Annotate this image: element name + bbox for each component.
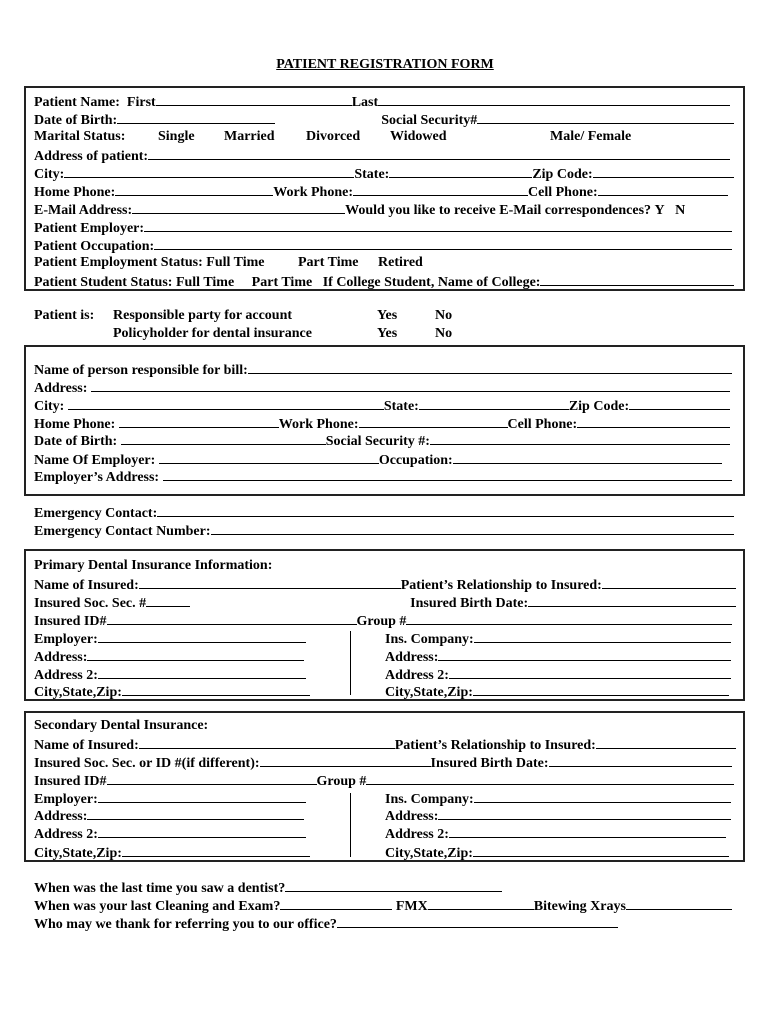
work-phone-field[interactable] [353, 182, 528, 196]
fmx-label: FMX [395, 899, 428, 914]
secondary-company-address-label: Address: [385, 809, 439, 824]
secondary-company-address2-row [385, 824, 726, 842]
responsible-dob-label: Date of Birth: [34, 434, 118, 449]
secondary-employer-label: Employer: [34, 792, 98, 807]
responsible-ssn-label: Social Security #: [325, 434, 430, 449]
dob-ssn-row [34, 110, 734, 128]
responsible-home-phone-field[interactable] [119, 414, 279, 428]
secondary-insured-row [34, 735, 736, 753]
patient-occupation-label: Patient Occupation: [34, 239, 155, 254]
primary-insurance-heading: Primary Dental Insurance Information: [34, 558, 273, 573]
patient-occupation-field[interactable] [154, 236, 732, 250]
patient-phone-row [34, 182, 728, 200]
responsible-party-question: Responsible party for account [113, 308, 293, 323]
secondary-address2-label: Address 2: [34, 827, 98, 842]
marital-option-widowed[interactable]: Widowed [390, 129, 447, 144]
secondary-soc-field[interactable] [260, 753, 431, 767]
email-field[interactable] [132, 200, 345, 214]
patient-employer-label: Patient Employer: [34, 221, 145, 236]
home-phone-field[interactable] [115, 182, 273, 196]
secondary-insured-label: Name of Insured: [34, 738, 139, 753]
primary-soc-label: Insured Soc. Sec. # [34, 596, 147, 611]
responsible-employer-address-row [34, 467, 732, 485]
last-dentist-label: When was the last time you saw a dentist? [34, 881, 286, 896]
college-name-field[interactable] [540, 272, 734, 286]
responsible-phone-row [34, 414, 730, 432]
secondary-company-address2-label: Address 2: [385, 827, 449, 842]
primary-csz-row [34, 682, 310, 700]
primary-company-label: Ins. Company: [385, 632, 474, 647]
responsible-name-label: Name of person responsible for bill: [34, 363, 248, 378]
policyholder-question: Policyholder for dental insurance [113, 326, 312, 341]
secondary-column-divider [350, 793, 351, 857]
primary-soc-row [34, 593, 736, 611]
email-question: Would you like to receive E-Mail correspondences? [345, 203, 652, 218]
primary-id-field[interactable] [107, 611, 357, 625]
primary-company-address2-label: Address 2: [385, 668, 449, 683]
secondary-relationship-label: Patient’s Relationship to Insured: [394, 738, 596, 753]
state-field[interactable] [389, 164, 532, 178]
patient-employer-row [34, 218, 732, 236]
patient-address-row [34, 146, 730, 164]
email-no-option[interactable]: N [675, 203, 686, 218]
cell-phone-label: Cell Phone: [528, 185, 598, 200]
responsible-dob-row [34, 431, 730, 449]
patient-occupation-row [34, 236, 732, 254]
primary-company-address-label: Address: [385, 650, 439, 665]
patient-address-field[interactable] [148, 146, 730, 160]
fmx-field[interactable] [428, 896, 534, 910]
primary-group-field[interactable] [406, 611, 732, 625]
employment-part-time-option[interactable]: Part Time [298, 255, 359, 270]
last-cleaning-row [34, 896, 732, 914]
policyholder-no[interactable]: No [435, 326, 453, 341]
responsible-zip-field[interactable] [629, 396, 730, 410]
first-name-label: Patient Name: First [34, 95, 156, 110]
marital-option-single[interactable]: Single [158, 129, 195, 144]
student-status-row [34, 272, 734, 290]
primary-relationship-label: Patient’s Relationship to Insured: [400, 578, 602, 593]
responsible-city-label: City: [34, 399, 65, 414]
secondary-address-field[interactable] [87, 806, 304, 820]
primary-company-csz-row [385, 682, 729, 700]
first-name-field[interactable] [156, 92, 352, 106]
primary-birth-label: Insured Birth Date: [410, 596, 529, 611]
secondary-company-address2-field[interactable] [449, 824, 726, 838]
primary-employer-label: Employer: [34, 632, 98, 647]
primary-employer-field[interactable] [98, 629, 306, 643]
marital-option-married[interactable]: Married [224, 129, 275, 144]
secondary-address2-field[interactable] [98, 824, 306, 838]
patient-employer-field[interactable] [144, 218, 732, 232]
emergency-number-label: Emergency Contact Number: [34, 524, 211, 539]
secondary-id-label: Insured ID# [34, 774, 107, 789]
responsible-city-row [34, 396, 730, 414]
primary-insured-field[interactable] [139, 575, 401, 589]
responsible-dob-field[interactable] [121, 431, 326, 445]
patient-email-row [34, 200, 734, 218]
bitewing-field[interactable] [626, 896, 732, 910]
email-label: E-Mail Address: [34, 203, 133, 218]
employment-status-label[interactable]: Patient Employment Status: Full Time [34, 255, 265, 270]
secondary-address2-row [34, 824, 306, 842]
responsible-name-row [34, 360, 732, 378]
secondary-company-csz-row [385, 843, 729, 861]
responsible-ssn-field[interactable] [430, 431, 730, 445]
responsible-cell-phone-field[interactable] [577, 414, 730, 428]
patient-is-label: Patient is: [34, 308, 95, 323]
primary-address-field[interactable] [87, 647, 304, 661]
primary-company-address-row [385, 647, 731, 665]
last-cleaning-field[interactable] [280, 896, 392, 910]
dob-label: Date of Birth: [34, 113, 118, 128]
employment-retired-option[interactable]: Retired [378, 255, 423, 270]
last-name-field[interactable] [378, 92, 730, 106]
last-name-label: Last [351, 95, 379, 110]
primary-company-address-field[interactable] [438, 647, 731, 661]
responsible-employer-address-field[interactable] [163, 467, 732, 481]
responsible-employer-row [34, 450, 722, 468]
emergency-number-field[interactable] [211, 521, 734, 535]
primary-company-address2-row [385, 665, 731, 683]
responsible-party-no[interactable]: No [435, 308, 453, 323]
secondary-address-row [34, 806, 304, 824]
secondary-group-label: Group # [316, 774, 367, 789]
emergency-contact-row [34, 503, 734, 521]
responsible-occupation-field[interactable] [453, 450, 722, 464]
secondary-relationship-field[interactable] [596, 735, 736, 749]
responsible-work-phone-label: Work Phone: [278, 417, 359, 432]
responsible-occupation-label: Occupation: [378, 453, 453, 468]
secondary-company-address-field[interactable] [438, 806, 731, 820]
responsible-address-label: Address: [34, 381, 88, 396]
responsible-name-field[interactable] [248, 360, 732, 374]
secondary-address-label: Address: [34, 809, 88, 824]
primary-insured-row [34, 575, 736, 593]
secondary-birth-field[interactable] [549, 753, 732, 767]
primary-relationship-field[interactable] [602, 575, 736, 589]
last-dentist-row [34, 878, 502, 896]
student-status-label[interactable]: Patient Student Status: Full Time [34, 275, 235, 290]
responsible-address-row [34, 378, 730, 396]
responsible-home-phone-label: Home Phone: [34, 417, 116, 432]
responsible-state-field[interactable] [419, 396, 569, 410]
primary-id-row [34, 611, 732, 629]
primary-address-row [34, 647, 304, 665]
responsible-employer-label: Name Of Employer: [34, 453, 156, 468]
student-part-time-option[interactable]: Part Time [251, 275, 313, 290]
ssn-field[interactable] [477, 110, 734, 124]
primary-group-label: Group # [356, 614, 407, 629]
last-dentist-field[interactable] [285, 878, 502, 892]
secondary-insured-field[interactable] [139, 735, 395, 749]
secondary-company-csz-field[interactable] [473, 843, 729, 857]
primary-address-label: Address: [34, 650, 88, 665]
secondary-soc-row [34, 753, 732, 771]
secondary-csz-field[interactable] [122, 843, 310, 857]
responsible-city-field[interactable] [68, 396, 384, 410]
referral-field[interactable] [337, 914, 618, 928]
secondary-company-row [385, 789, 731, 807]
home-phone-label: Home Phone: [34, 185, 116, 200]
primary-id-label: Insured ID# [34, 614, 107, 629]
primary-address2-row [34, 665, 306, 683]
primary-company-csz-label: City,State,Zip: [385, 685, 473, 700]
primary-column-divider [350, 631, 351, 695]
responsible-state-label: State: [383, 399, 419, 414]
secondary-employer-row [34, 789, 306, 807]
city-label: City: [34, 167, 65, 182]
secondary-csz-label: City,State,Zip: [34, 846, 122, 861]
dob-field[interactable] [117, 110, 275, 124]
secondary-group-field[interactable] [366, 771, 734, 785]
responsible-address-field[interactable] [91, 378, 730, 392]
email-yes-option[interactable]: Y [654, 203, 665, 218]
referral-label: Who may we thank for referring you to our office? [34, 917, 337, 932]
secondary-company-label: Ins. Company: [385, 792, 474, 807]
bitewing-label: Bitewing Xrays [533, 899, 626, 914]
policyholder-yes[interactable]: Yes [377, 326, 398, 341]
college-name-label: If College Student, Name of College: [322, 275, 541, 290]
primary-company-field[interactable] [474, 629, 731, 643]
secondary-company-field[interactable] [474, 789, 731, 803]
primary-company-row [385, 629, 731, 647]
responsible-party-yes[interactable]: Yes [377, 308, 398, 323]
patient-address-label: Address of patient: [34, 149, 149, 164]
secondary-insurance-heading: Secondary Dental Insurance: [34, 718, 209, 733]
primary-company-csz-field[interactable] [473, 682, 729, 696]
secondary-company-address-row [385, 806, 731, 824]
responsible-work-phone-field[interactable] [359, 414, 508, 428]
primary-company-address2-field[interactable] [449, 665, 731, 679]
secondary-employer-field[interactable] [98, 789, 306, 803]
patient-city-row [34, 164, 734, 182]
secondary-soc-label: Insured Soc. Sec. or ID #(if different): [34, 756, 260, 771]
secondary-birth-label: Insured Birth Date: [430, 756, 549, 771]
responsible-employer-address-label: Employer’s Address: [34, 470, 160, 485]
secondary-company-csz-label: City,State,Zip: [385, 846, 473, 861]
primary-address2-field[interactable] [98, 665, 306, 679]
emergency-number-row [34, 521, 734, 539]
patient-name-row [34, 92, 730, 110]
marital-option-divorced[interactable]: Divorced [306, 129, 361, 144]
secondary-id-field[interactable] [107, 771, 317, 785]
city-field[interactable] [64, 164, 354, 178]
emergency-contact-field[interactable] [157, 503, 734, 517]
primary-insured-label: Name of Insured: [34, 578, 139, 593]
secondary-csz-row [34, 843, 310, 861]
primary-birth-field[interactable] [528, 593, 736, 607]
zip-field[interactable] [593, 164, 734, 178]
primary-csz-field[interactable] [122, 682, 310, 696]
ssn-label: Social Security# [381, 113, 478, 128]
secondary-id-row [34, 771, 734, 789]
work-phone-label: Work Phone: [273, 185, 353, 200]
emergency-contact-label: Emergency Contact: [34, 506, 158, 521]
responsible-cell-phone-label: Cell Phone: [507, 417, 578, 432]
last-cleaning-label: When was your last Cleaning and Exam? [34, 899, 281, 914]
referral-row [34, 914, 618, 932]
primary-soc-field[interactable] [146, 593, 190, 607]
primary-address2-label: Address 2: [34, 668, 98, 683]
gender-option[interactable]: Male/ Female [550, 129, 632, 144]
cell-phone-field[interactable] [598, 182, 728, 196]
marital-status-label: Marital Status: [34, 129, 126, 144]
responsible-employer-field[interactable] [159, 450, 379, 464]
form-title: PATIENT REGISTRATION FORM [276, 57, 494, 72]
primary-employer-row [34, 629, 306, 647]
primary-csz-label: City,State,Zip: [34, 685, 122, 700]
state-label: State: [354, 167, 390, 182]
responsible-zip-label: Zip Code: [568, 399, 630, 414]
zip-label: Zip Code: [532, 167, 593, 182]
